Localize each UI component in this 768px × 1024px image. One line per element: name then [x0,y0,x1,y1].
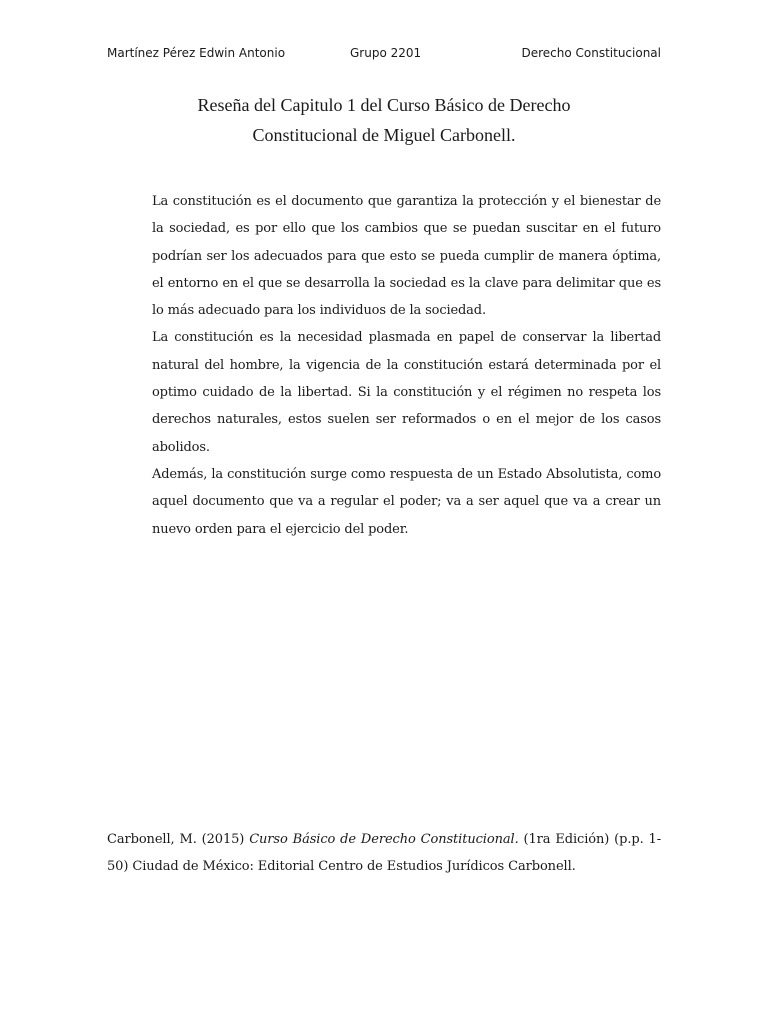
reference-book-title: Curso Básico de Derecho Constitucional. [249,832,519,847]
header-course: Derecho Constitucional [521,46,661,60]
header-group: Grupo 2201 [350,46,422,60]
title-line-1: Reseña del Capitulo 1 del Curso Básico de Derecho [197,95,571,115]
page-header [107,46,661,64]
reference-prefix: Carbonell, M. (2015) [107,832,250,847]
title-line-2: Constitucional de Miguel Carbonell. [252,125,516,145]
bibliographic-reference [107,826,661,881]
paragraph-1: La constitución es el documento que garantiza la protección y el bienestar de la sociedad, es por ello que los cambios que se puedan suscitar en el futuro podrían ser los adecuados para que esto se pueda cumplir de manera óptima, el entorno en el que se desarrolla la sociedad es la clave para delimitar que es lo más adecuado para los individuos de la sociedad. [152,194,661,319]
document-body [152,188,661,543]
document-title [107,90,661,150]
reference-suffix: (1ra Edición) (p.p. 1-50) Ciudad de México: Editorial Centro de Estudios Jurídicos Carbonell. [107,832,661,875]
paragraph-3: Además, la constitución surge como respuesta de un Estado Absolutista, como aquel documento que va a regular el poder; va a ser aquel que va a crear un nuevo orden para el ejercicio del poder. [152,466,661,537]
header-author: Martínez Pérez Edwin Antonio [107,46,286,60]
paragraph-2: La constitución es la necesidad plasmada en papel de conservar la libertad natural del hombre, la vigencia de la constitución estará determinada por el optimo cuidado de la libertad. Si la constitución y el régimen no respeta los derechos naturales, estos suelen ser reformados o en el mejor de los casos abolidos. [152,330,661,455]
